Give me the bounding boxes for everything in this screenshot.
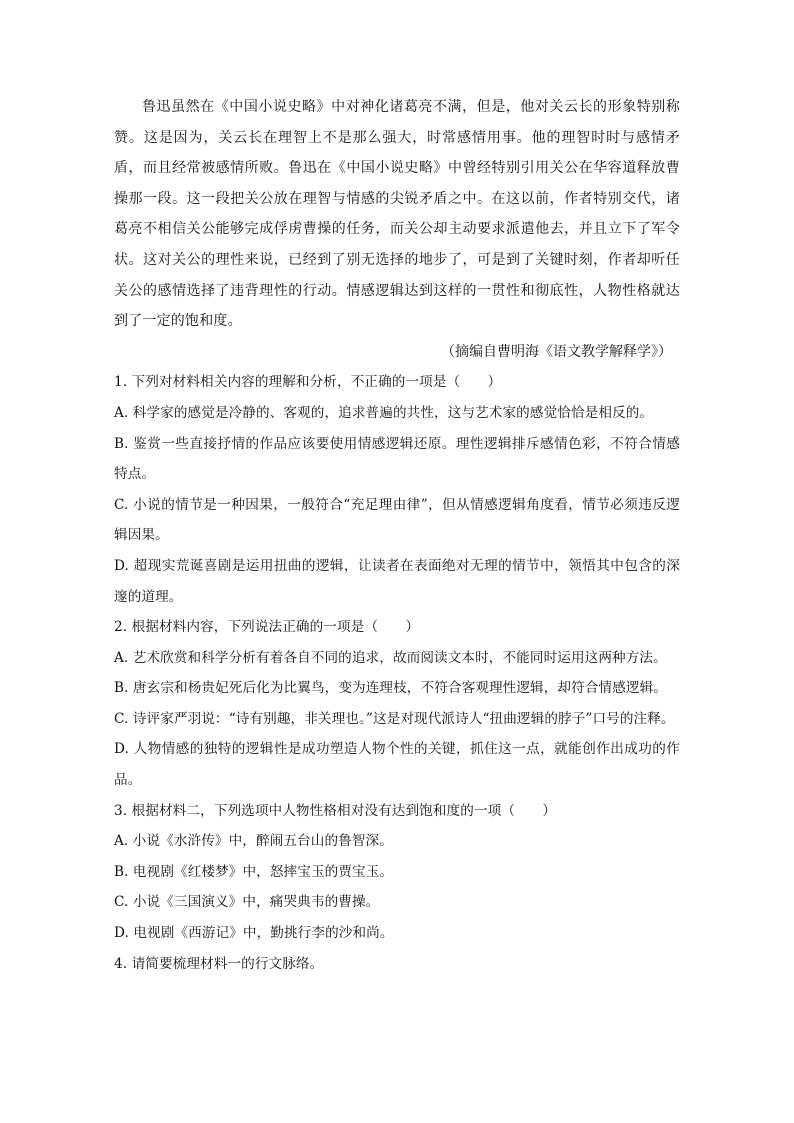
option-c: C. 小说的情节是一种因果，一般符合“充足理由律”，但从情感逻辑角度看，情节必须违反逻辑因果。 bbox=[114, 496, 680, 544]
option-b: B. 唐玄宗和杨贵妃死后化为比翼鸟，变为连理枝，不符合客观理性逻辑，却符合情感逻辑。 bbox=[114, 680, 667, 697]
option-d: D. 电视剧《西游记》中，勤挑行李的沙和尚。 bbox=[114, 925, 394, 942]
passage-paragraph: 鲁迅虽然在《中国小说史略》中对神化诸葛亮不满，但是，他对关云长的形象特别称赞。这是因为，关云长在理智上不是那么强大，时常感情用事。他的理智时时与感情矛盾，而且经常被感情所败。鲁迅在《中国小说史略》中曾经特别引用关公在华容道释放曹操那一段。这一段把关公放在理智与情感的尖锐矛盾之中。在这以前，作者特别交代，诸葛亮不相信关公能够完成俘虏曹操的任务，而关公却主动要求派遣他去，并且立下了军令状。这对关公的理性来说，已经到了别无选择的地步了，可是到了关键时刻，作者却听任关公的感情选择了违背理性的行动。情感逻辑达到这样的一贯性和彻底性，人物性格就达到了一定的饱和度。 bbox=[114, 99, 680, 330]
option-c: C. 小说《三国演义》中，痛哭典韦的曹操。 bbox=[114, 894, 380, 911]
question-3 bbox=[114, 796, 680, 949]
option-b: B. 鉴赏一些直接抒情的作品应该要使用情感逻辑还原。理性逻辑排斥感情色彩，不符合情感特点。 bbox=[114, 435, 680, 483]
option-d: D. 超现实荒诞喜剧是运用扭曲的逻辑，让读者在表面绝对无理的情节中，领悟其中包含的深邃的道理。 bbox=[114, 557, 680, 605]
question-stem: 2. 根据材料内容，下列说法正确的一项是（ ） bbox=[114, 619, 420, 636]
question-stem: 3. 根据材料二，下列选项中人物性格相对没有达到饱和度的一项（ ） bbox=[114, 802, 557, 819]
option-c: C. 诗评家严羽说：“诗有别趣，非关理也。”这是对现代派诗人“扭曲逻辑的脖子”口号的注释。 bbox=[114, 710, 675, 727]
source-citation: （摘编自曹明海《语文教学解释学》） bbox=[441, 343, 672, 360]
question-4 bbox=[114, 949, 680, 980]
option-a: A. 艺术欣赏和科学分析有着各自不同的追求，故而阅读文本时，不能同时运用这两种方法。 bbox=[114, 649, 667, 666]
option-b: B. 电视剧《红楼梦》中，怒摔宝玉的贾宝玉。 bbox=[114, 863, 394, 880]
option-a: A. 科学家的感觉是冷静的、客观的，追求普遍的共性，这与艺术家的感觉恰恰是相反的。 bbox=[114, 404, 654, 421]
question-2 bbox=[114, 612, 680, 796]
question-1 bbox=[114, 367, 680, 612]
option-a: A. 小说《水浒传》中，醉闹五台山的鲁智深。 bbox=[114, 833, 393, 850]
question-stem: 1. 下列对材料相关内容的理解和分析，不正确的一项是（ ） bbox=[114, 374, 502, 391]
option-d: D. 人物情感的独特的逻辑性是成功塑造人物个性的关键，抓住这一点，就能创作出成功的作品。 bbox=[114, 741, 680, 789]
question-stem: 4. 请简要梳理材料一的行文脉络。 bbox=[114, 955, 324, 972]
